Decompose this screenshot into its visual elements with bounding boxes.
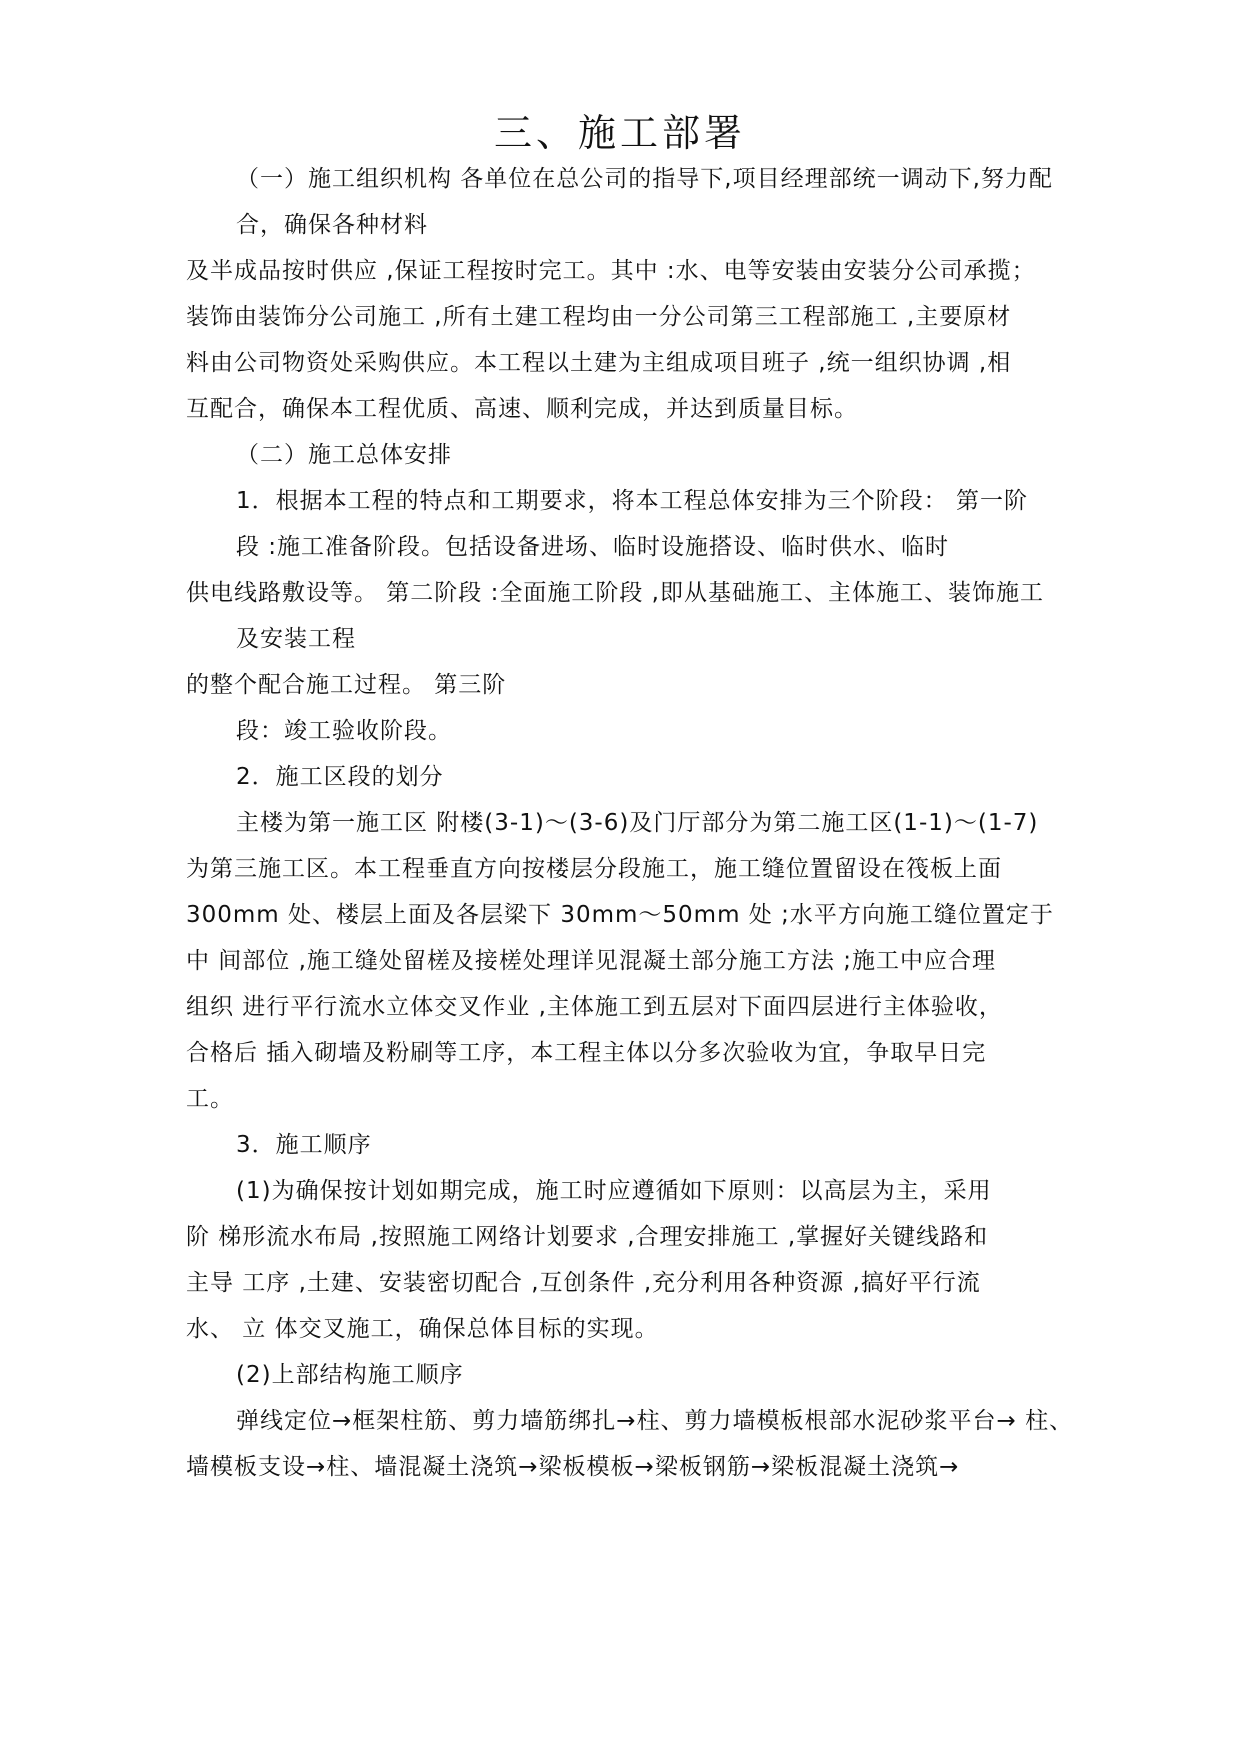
paragraph-line: 段：竣工验收阶段。: [236, 718, 452, 744]
section-heading: （二）施工总体安排: [236, 442, 452, 468]
paragraph-line: 300mm 处、楼层上面及各层梁下 30mm～50mm 处 ;水平方向施工缝位置定于: [186, 902, 1054, 928]
page-title: 三、施工部署: [493, 111, 746, 155]
paragraph-line: 供电线路敷设等。 第二阶段 :全面施工阶段 ,即从基础施工、主体施工、装饰施工: [186, 580, 1044, 606]
paragraph-line: 的整个配合施工过程。 第三阶: [186, 672, 507, 698]
paragraph-line: （一）施工组织机构 各单位在总公司的指导下,项目经理部统一调动下,努力配: [236, 166, 1053, 192]
paragraph-line: 主导 工序 ,土建、安装密切配合 ,互创条件 ,充分利用各种资源 ,搞好平行流: [186, 1270, 981, 1296]
paragraph-line: 弹线定位→框架柱筋、剪力墙筋绑扎→柱、剪力墙模板根部水泥砂浆平台→ 柱、: [236, 1408, 1074, 1434]
paragraph-line: 装饰由装饰分公司施工 ,所有土建工程均由一分公司第三工程部施工 ,主要原材: [186, 304, 1012, 330]
subsection-heading: 2．施工区段的划分: [236, 764, 444, 790]
paragraph-line: 中 间部位 ,施工缝处留槎及接槎处理详见混凝土部分施工方法 ;施工中应合理: [186, 948, 996, 974]
paragraph-line: 互配合，确保本工程优质、高速、顺利完成，并达到质量目标。: [186, 396, 858, 422]
paragraph-line: 合，确保各种材料: [236, 212, 428, 238]
subsection-heading: 3．施工顺序: [236, 1132, 372, 1158]
paragraph-line: (1)为确保按计划如期完成，施工时应遵循如下原则：以高层为主，采用: [236, 1178, 992, 1204]
paragraph-line: 料由公司物资处采购供应。本工程以土建为主组成项目班子 ,统一组织协调 ,相: [186, 350, 1012, 376]
paragraph-line: 1．根据本工程的特点和工期要求，将本工程总体安排为三个阶段： 第一阶: [236, 488, 1028, 514]
paragraph-line: 阶 梯形流水布局 ,按照施工网络计划要求 ,合理安排施工 ,掌握好关键线路和: [186, 1224, 989, 1250]
paragraph-line: 为第三施工区。本工程垂直方向按楼层分段施工，施工缝位置留设在筏板上面: [186, 856, 1002, 882]
paragraph-line: 及半成品按时供应 ,保证工程按时完工。其中 :水、电等安装由安装分公司承揽；: [186, 258, 1036, 284]
paragraph-line: 及安装工程: [236, 626, 356, 652]
paragraph-line: 主楼为第一施工区 附楼(3-1)～(3-6)及门厅部分为第二施工区(1-1)～(1-7): [236, 810, 1039, 836]
paragraph-line: 墙模板支设→柱、墙混凝土浇筑→梁板模板→梁板钢筋→梁板混凝土浇筑→: [186, 1454, 960, 1480]
paragraph-line: 水、 立 体交叉施工，确保总体目标的实现。: [186, 1316, 659, 1342]
subsection-heading: (2)上部结构施工顺序: [236, 1362, 464, 1388]
paragraph-line: 工。: [186, 1086, 234, 1112]
paragraph-line: 段 :施工准备阶段。包括设备进场、临时设施搭设、临时供水、临时: [236, 534, 950, 560]
paragraph-line: 组织 进行平行流水立体交叉作业 ,主体施工到五层对下面四层进行主体验收，: [186, 994, 1003, 1020]
paragraph-line: 合格后 插入砌墙及粉刷等工序，本工程主体以分多次验收为宜，争取早日完: [186, 1040, 987, 1066]
